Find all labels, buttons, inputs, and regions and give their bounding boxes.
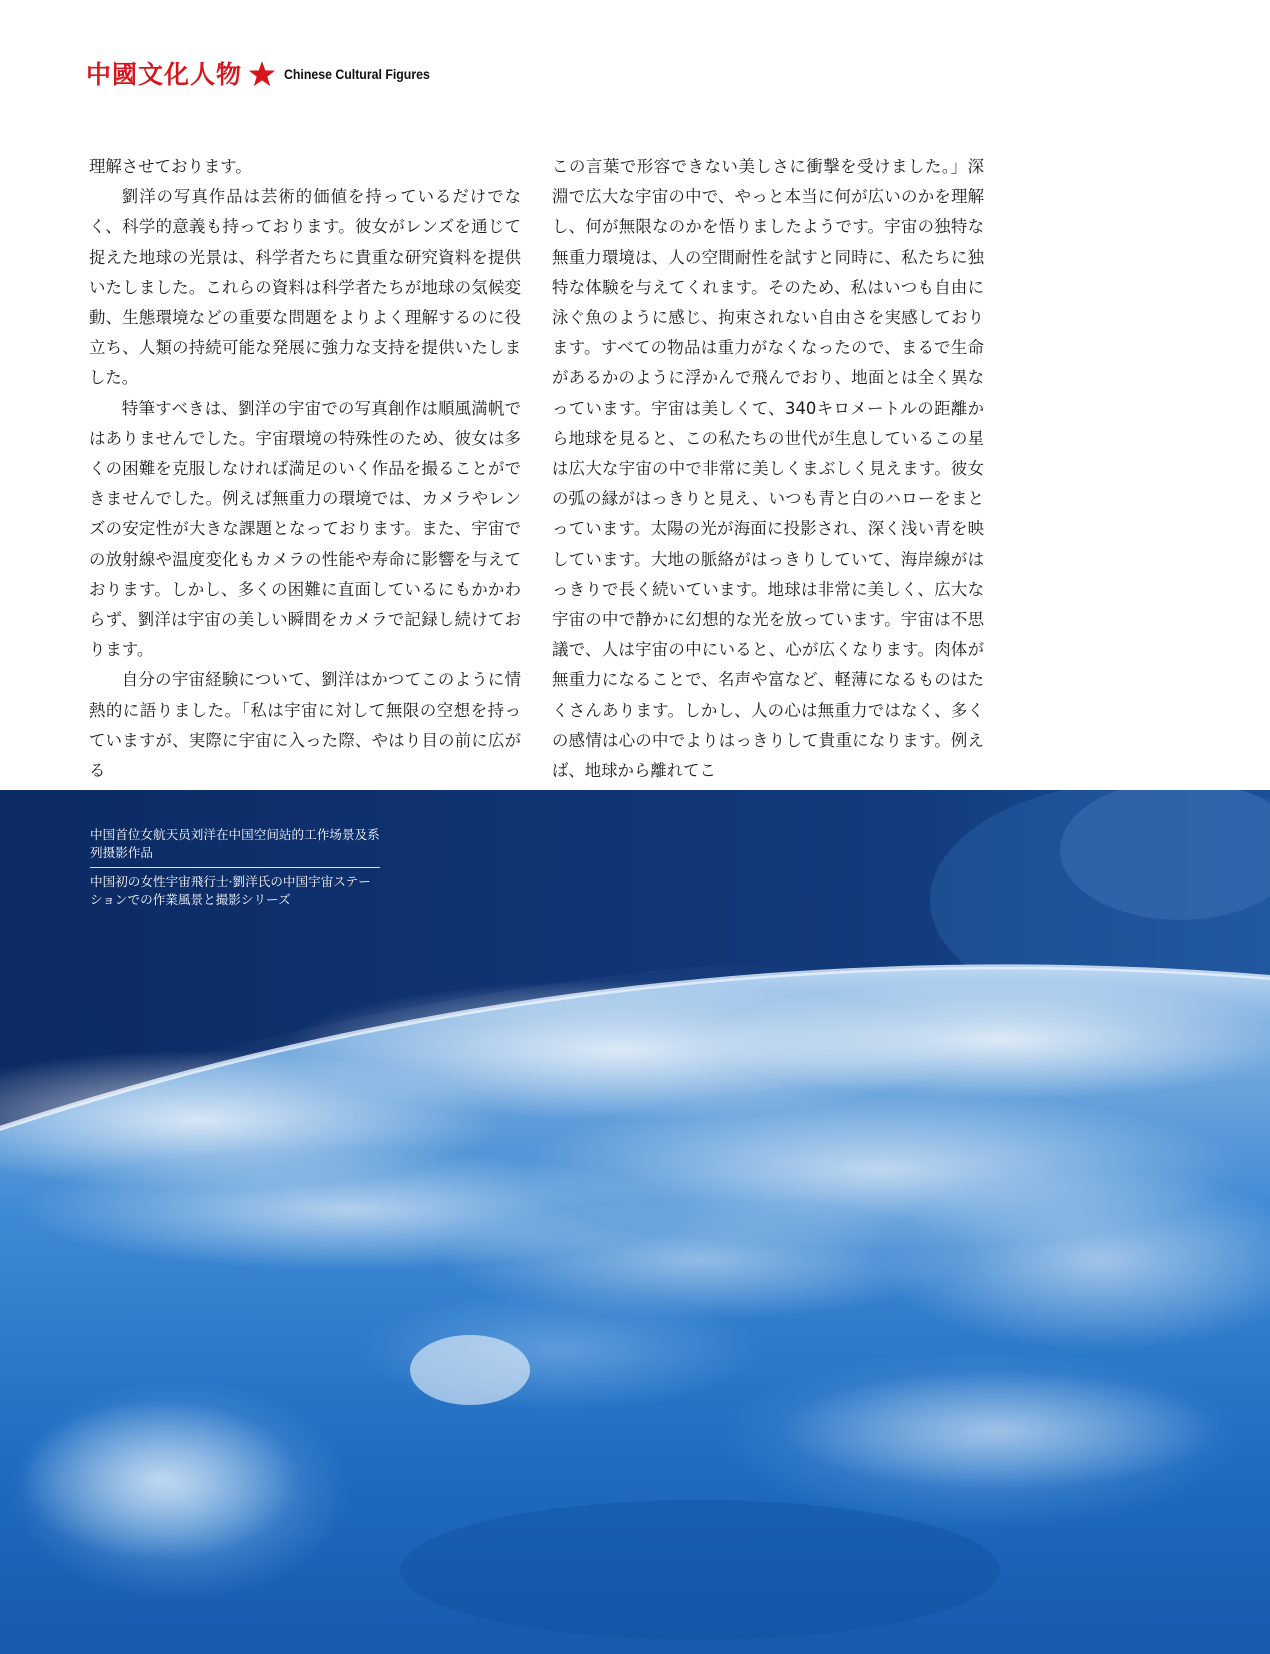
- article-paragraph: 劉洋の写真作品は芸術的価値を持っているだけでなく、科学的意義も持っております。彼女がレンズを通じて捉えた地球の光景は、科学者たちに貴重な研究資料を提供いたしました。これらの資料は科学者たちが地球の気候変動、生態環境などの重要な問題をよりよく理解するのに役立ち、人類の持続可能な発展に強力な支持を提供いたしました。: [89, 187, 521, 388]
- article-paragraph: この言葉で形容できない美しさに衝撃を受けました。」深淵で広大な宇宙の中で、やっと本当に何が広いのかを理解し、何が無限なのかを悟りましたようです。宇宙の独特な無重力環境は、人の空間耐性を試すと同時に、私たちに独特な体験を与えてくれます。そのため、私はいつも自由に泳ぐ魚のように感じ、拘束されない自由さを実感しております。すべての物品は重力がなくなったので、まるで生命があるかのように浮かんで飛んでおり、地面とは全く異なっています。宇宙は美しくて、340キロメートルの距離から地球を見ると、この私たちの世代が生息しているこの星は広大な宇宙の中で非常に美しくまぶしく見えます。彼女の弧の縁がはっきりと見え、いつも青と白のハローをまとっています。太陽の光が海面に投影され、深く浅い青を映しています。大地の脈絡がはっきりしていて、海岸線がはっきりで長く続いています。地球は非常に美しく、広大な宇宙の中で静かに幻想的な光を放っています。宇宙は不思議で、人は宇宙の中にいると、心が広くなります。肉体が無重力になることで、名声や富など、軽薄になるものはたくさんあります。しかし、人の心は無重力ではなく、多くの感情は心の中でよりはっきりして貴重になります。例えば、地球から離れてこ: [552, 157, 984, 781]
- article-paragraph: 自分の宇宙経験について、劉洋はかつてこのように情熱的に語りました。「私は宇宙に対して無限の空想を持っていますが、実際に宇宙に入った際、やはり目の前に広がる: [89, 670, 521, 781]
- article-paragraph: 理解させております。: [89, 157, 252, 176]
- earth-from-space-photo: [0, 790, 1270, 1654]
- caption-divider: [90, 867, 380, 868]
- brand-title-english: Chinese Cultural Figures: [284, 66, 430, 82]
- photo-caption-chinese: 中国首位女航天员刘洋在中国空间站的工作场景及系列摄影作品: [90, 827, 380, 860]
- article-paragraph: 特筆すべきは、劉洋の宇宙での写真創作は順風満帆ではありませんでした。宇宙環境の特殊性のため、彼女は多くの困難を克服しなければ満足のいく作品を撮ることができませんでした。例えば無重力の環境では、カメラやレンズの安定性が大きな課題となっております。また、宇宙での放射線や温度変化もカメラの性能や寿命に影響を与えております。しかし、多くの困難に直面しているにもかかわらず、劉洋は宇宙の美しい瞬間をカメラで記録し続けております。: [89, 398, 521, 660]
- page-header: [86, 56, 450, 92]
- article-column-left: [89, 152, 521, 786]
- red-star-icon: [248, 60, 276, 88]
- photo-caption-japanese: 中国初の女性宇宙飛行士·劉洋氏の中国宇宙ステーションでの作業風景と撮影シリーズ: [90, 874, 371, 907]
- article-column-right: [552, 152, 984, 786]
- brand-title-chinese: 中國文化人物: [86, 59, 243, 89]
- photo-caption: [90, 826, 380, 909]
